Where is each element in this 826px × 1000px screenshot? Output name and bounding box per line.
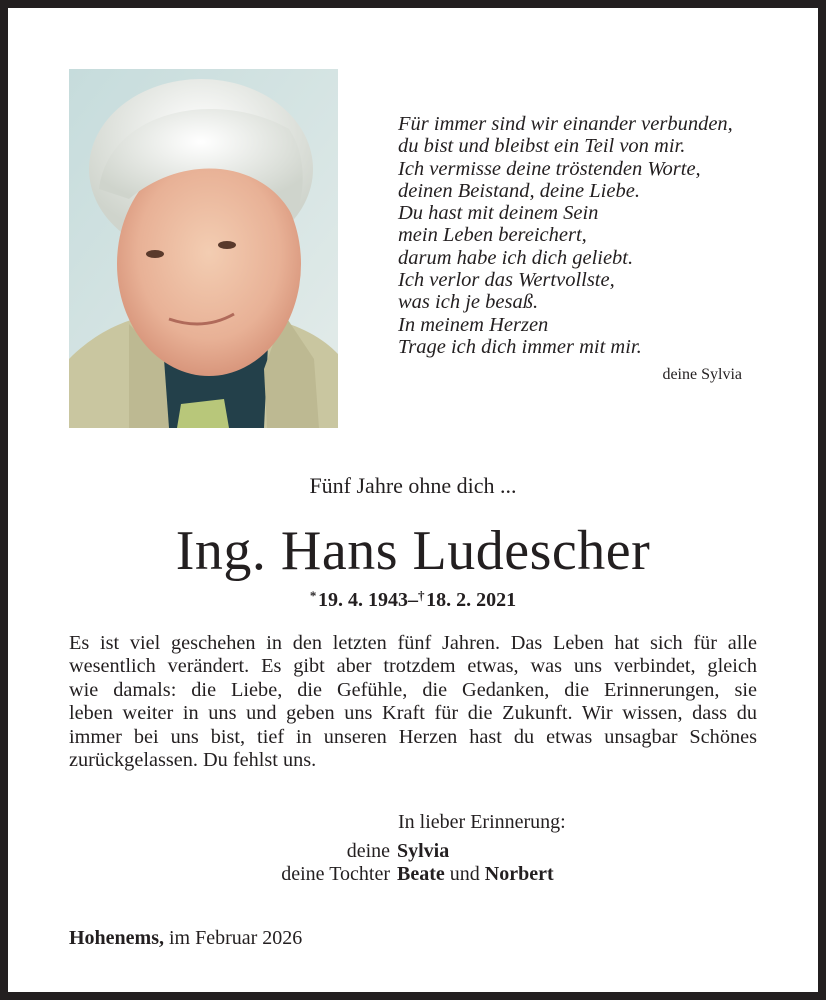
poem	[398, 113, 758, 358]
death-date: 18. 2. 2021	[426, 589, 517, 611]
signer-prefix: deine	[346, 840, 390, 862]
signer-joiner: und	[449, 863, 480, 885]
intro-heading: Fünf Jahre ohne dich ...	[309, 473, 517, 498]
poem-line: mein Leben bereichert,	[398, 224, 587, 247]
body-line: wie damals: die Liebe, die Gefühle, die Gedanken, die Erinnerungen, sie	[69, 678, 757, 701]
poem-line: Ich verlor das Wertvollste,	[398, 269, 615, 292]
birth-symbol: *	[309, 588, 317, 603]
poem-line: du bist und bleibst ein Teil von mir.	[398, 135, 686, 158]
signer-name	[397, 863, 554, 886]
deceased-name: Ing. Hans Ludescher	[175, 520, 651, 582]
signer-name-bold: Norbert	[484, 863, 554, 885]
place-city: Hohenems,	[69, 927, 164, 949]
poem-line: was ich je besaß.	[398, 291, 539, 314]
poem-line: darum habe ich dich geliebt.	[398, 246, 634, 269]
poem-line: Du hast mit deinem Sein	[398, 202, 599, 225]
poem-line: Trage ich dich immer mit mir.	[398, 335, 642, 358]
life-dates	[8, 588, 818, 612]
signer-name	[397, 840, 449, 863]
place-date	[69, 927, 302, 950]
poem-signature: deine Sylvia	[662, 366, 742, 383]
memory-label: In lieber Erinnerung:	[398, 811, 566, 833]
poem-line: In meinem Herzen	[398, 313, 549, 336]
poem-line: Ich vermisse deine tröstenden Worte,	[398, 157, 701, 180]
portrait-photo	[69, 69, 338, 428]
portrait-photo-icon	[69, 69, 338, 428]
birth-date: 19. 4. 1943	[318, 589, 408, 611]
body-line: immer bei uns bist, tief in unseren Herzen hast du etwas unsagbar Schönes	[69, 725, 757, 748]
obituary-page	[8, 8, 818, 992]
body-line: zurückgelassen. Du fehlst uns.	[69, 749, 317, 772]
signer-name-bold: Beate	[397, 863, 445, 885]
body-text	[69, 632, 757, 772]
signer-name-bold: Sylvia	[397, 840, 450, 862]
death-symbol: †	[418, 588, 425, 603]
signer-prefix: deine Tochter	[281, 863, 390, 885]
body-line: wesentlich verändert. Es gibt aber trotzdem etwas, was uns verbindet, gleich	[69, 655, 757, 678]
body-line: Es ist viel geschehen in den letzten fünf Jahren. Das Leben hat sich für alle	[69, 632, 757, 654]
poem-line: deinen Beistand, deine Liebe.	[398, 179, 640, 202]
body-line: leben weiter in uns und geben uns Kraft für die Zukunft. Wir wissen, dass du	[69, 702, 757, 725]
date-separator: –	[408, 589, 418, 611]
poem-line: Für immer sind wir einander verbunden,	[398, 113, 733, 135]
place-date-text: im Februar 2026	[169, 927, 303, 949]
